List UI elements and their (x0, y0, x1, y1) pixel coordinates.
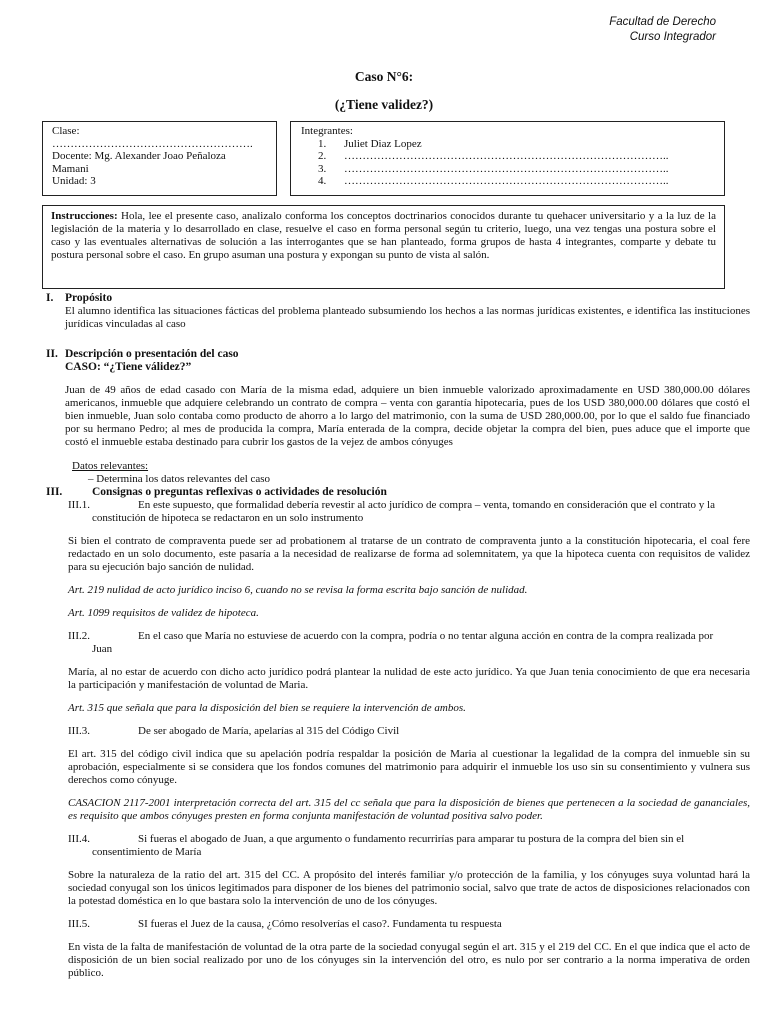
answer-3: El art. 315 del código civil indica que su apelación podría respaldar la posición de Maria al cuestionar la legalidad de la compra del inmueble sin su aprobación, especialmente si se considera que los fondos comunes del matrimonio para adquirir el inmueble los uso sin su consentimiento y vulnera sus derechos como cónyuge. (68, 748, 750, 786)
datos-relevantes-label: Datos relevantes: (72, 460, 149, 472)
class-info-box (42, 121, 277, 196)
members-box (290, 121, 725, 196)
member-name: …………………………………………………………………………….. (344, 162, 669, 175)
clase-dots: ………………………………………………. (52, 137, 253, 150)
answer-1: Si bien el contrato de compraventa puede ser ad probationem al tratarse de un contrato de compraventa junto a la constitución hipotecaria, el coal fere redactado en un solo documento, este pasaría a la necesidad de realizarse de forma ad solemnitatem, ya que la hipoteca cuenta con requisitos de validez para su ejecución bajo sanción de nulidad. (68, 535, 750, 573)
datos-relevantes-item: – Determina los datos relevantes del caso (88, 473, 271, 485)
question-1: III.1. En este supuesto, que formalidad debería revestir al acto jurídico de compra – venta, tomando en consideración que el contrato y la (68, 499, 715, 511)
question-2: III.2. En el caso que María no estuviese de acuerdo con la compra, podría o no tentar alguna acción en contra de la compra realizada por (68, 630, 714, 642)
course-name: Curso Integrador (629, 31, 716, 43)
question-3: III.3. De ser abogado de María, apelarías al 315 del Código Civil (68, 725, 400, 737)
docente-line-cont: Mamani (52, 162, 89, 175)
unidad-line: Unidad: 3 (52, 175, 96, 187)
case-subtitle: (¿Tiene validez?) (334, 97, 434, 112)
document-body (46, 292, 750, 980)
member-name: …………………………………………………………………………….. (344, 175, 669, 187)
question-4-cont: consentimiento de María (92, 846, 202, 858)
member-row: 1. Juliet Diaz Lopez (318, 137, 422, 150)
answer-4: Sobre la naturaleza de la ratio del art. 315 del CC. A propósito del interés familiar y/o protección de la familia, y los cónyuges suya voluntad hará la sociedad conyugal son los únicos legitimados para disponer de los bienes del patrimonio social, salvo que trate de actos de disposiciones relacionados con la potestad doméstica en lo que bastara solo la intervención de uno de los cónyuges. (68, 869, 750, 907)
case-name: CASO: “¿Tiene válidez?” (65, 361, 192, 373)
faculty-name: Facultad de Derecho (609, 16, 716, 28)
section-3-heading: III. Consignas o preguntas reflexivas o actividades de resolución (46, 486, 387, 498)
section-1-text: El alumno identifica las situaciones fácticas del problema planteado subsumiendo los hechos a las normas jurídicas existentes, e identifica las instituciones jurídicas vinculadas al caso (65, 305, 750, 330)
question-2-cont: Juan (92, 643, 113, 655)
answer-3-ref: CASACION 2117-2001 interpretación correcta del art. 315 del cc señala que para la disposición de bienes que pertenecen a la sociedad de gananciales, es requisito que ambos cónyuges presten en forma conjunta manifestación de voluntad positiva salvo poder. (68, 797, 750, 822)
question-5: III.5. SI fueras el Juez de la causa, ¿Cómo resolverías el caso?. Fundamenta tu respuesta (68, 918, 502, 930)
clase-label: Clase: (52, 125, 80, 137)
member-row: 3. …………………………………………………………………………….. (318, 162, 669, 175)
answer-1-ref-2: Art. 1099 requisitos de validez de hipoteca. (68, 607, 259, 619)
instructions-box (42, 205, 725, 289)
docente-line: Docente: Mg. Alexander Joao Peñaloza (52, 150, 226, 162)
question-4: III.4. Si fueras el abogado de Juan, a que argumento o fundamento recurrirías para amparar tu postura de la compra del bien sin el (68, 833, 685, 845)
members-label: Integrantes: (301, 125, 353, 137)
question-1-cont: constitución de hipoteca se redactaron en un solo instrumento (92, 512, 364, 524)
section-2-heading: II. Descripción o presentación del caso (46, 348, 239, 360)
member-name: …………………………………………………………………………….. (344, 150, 669, 162)
answer-1-ref-1: Art. 219 nulidad de acto jurídico inciso 6, cuando no se revisa la forma escrita bajo sanción de nulidad. (68, 584, 528, 596)
case-description: Juan de 49 años de edad casado con María de la misma edad, adquiere un bien inmueble valorizado aproximadamente en USD 380,000.00 dólares americanos, inmueble que adquiere celebrando un contrato de compra – venta con garantía hipotecaria, pues de los USD 380,000.00 dólares que costó el bien inmueble, Juan solo contaba como producto de ahorro a lo largo del matrimonio, con la suma de USD 280,000.00, por lo que el saldo fue financiado por su hermano Pedro; al mes de producida la compra, María enterada de la compra, decide objetar la compra del bien, pues aduce que el importe que costó el inmueble estaba destinado para cubrir los gastos de la vejez de ambos cónyuges (65, 384, 750, 448)
answer-2: María, al no estar de acuerdo con dicho acto jurídico podrá plantear la nulidad de este acto jurídico. Ya que Juan tenia conocimiento de que era necesaria la participación y manifestación de voluntad de Maria. (68, 666, 750, 691)
member-name: Juliet Diaz Lopez (344, 137, 422, 150)
member-row: 4. …………………………………………………………………………….. (318, 175, 669, 187)
answer-5: En vista de la falta de manifestación de voluntad de la otra parte de la sociedad conyugal según el art. 315 y el 219 del CC. En el que indica que el acto de disposición de un bien social realizado por uno de los cónyuges sin la intervención del otro, es nulo por ser contrario a la norma imperativa de orden público. (68, 941, 750, 979)
instructions-label: Instrucciones: (51, 210, 118, 222)
section-1-heading: I. Propósito (46, 292, 113, 304)
member-row: 2. …………………………………………………………………………….. (318, 150, 669, 162)
page-header (609, 15, 716, 45)
answer-2-ref: Art. 315 que señala que para la disposición del bien se requiere la intervención de ambos. (68, 702, 466, 714)
instructions-text: Hola, lee el presente caso, analizalo conforma los conceptos doctrinarios conocidos durante tu quehacer universitario y a la luz de la legislación de la materia y lo desarrollado en clase, resuelve el caso en forma personal según tu criterio, luego, una vez tengas una postura sobre el caso y las eventuales alternativas de solución a las interrogantes que se han planteado, forma grupos de hasta 4 integrantes, comparte y debate tu postura personal sobre el caso. En grupo asuman una postura y expongan su punto de vista al salón. (51, 210, 716, 261)
case-title: Caso N°6: (354, 69, 414, 84)
